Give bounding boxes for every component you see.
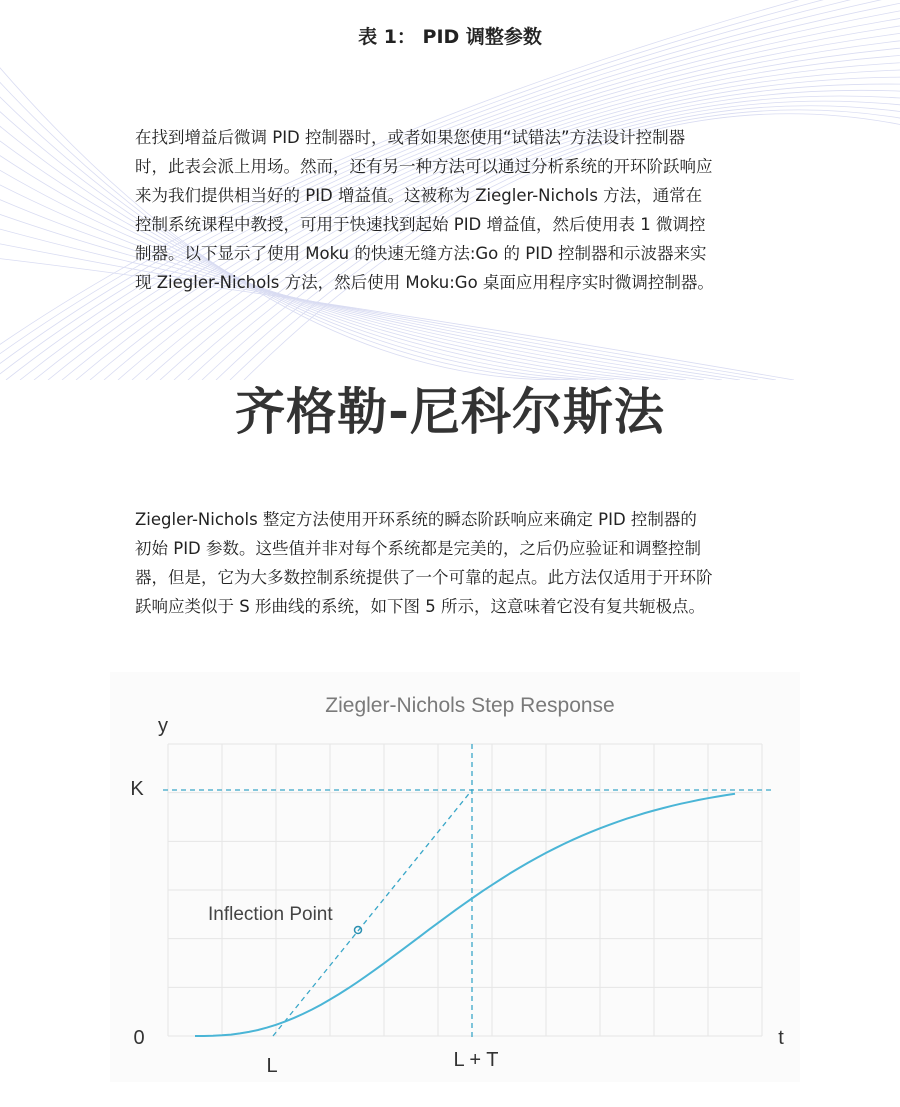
y-tick-label-k: K [130, 778, 144, 800]
paragraph-line: 器，但是，它为大多数控制系统提供了一个可靠的起点。此方法仅适用于开环阶 [135, 568, 713, 587]
paragraph-line: 控制系统课程中教授，可用于快速找到起始 PID 增益值，然后使用表 1 微调控 [135, 215, 706, 234]
table-caption: 表 1： PID 调整参数 [358, 26, 542, 48]
y-axis-label: y [158, 715, 168, 737]
paragraph-line: 跃响应类似于 S 形曲线的系统，如下图 5 所示，这意味着它没有复共轭极点。 [135, 597, 705, 616]
paragraph-line: 现 Ziegler-Nichols 方法，然后使用 Moku:Go 桌面应用程序实时微调控制器。 [135, 273, 714, 292]
method-paragraph [135, 505, 775, 621]
section-title: 齐格勒-尼科尔斯法 [235, 383, 665, 441]
chart-background [110, 672, 800, 1082]
paragraph-line: 时，此表会派上用场。然而，还有另一种方法可以通过分析系统的开环阶跃响应 [135, 157, 713, 176]
paragraph-line: 来为我们提供相当好的 PID 增益值。这被称为 Ziegler-Nichols 方法，通常在 [135, 186, 703, 205]
paragraph-line: Ziegler-Nichols 整定方法使用开环系统的瞬态阶跃响应来确定 PID 控制器的 [135, 510, 697, 529]
paragraph-line: 制器。以下显示了使用 Moku 的快速无缝方法:Go 的 PID 控制器和示波器来实 [135, 244, 707, 263]
inflection-point-label: Inflection Point [208, 904, 333, 925]
paragraph-line: 在找到增益后微调 PID 控制器时，或者如果您使用“试错法”方法设计控制器 [135, 128, 686, 147]
chart-title: Ziegler-Nichols Step Response [325, 694, 615, 717]
step-response-chart [110, 672, 800, 1082]
step-response-figure [110, 672, 800, 1082]
intro-paragraph [135, 123, 775, 297]
y-tick-label-zero: 0 [133, 1027, 145, 1049]
x-tick-label-l-plus-t: L + T [453, 1049, 499, 1071]
x-axis-label: t [778, 1027, 784, 1049]
paragraph-line: 初始 PID 参数。这些值并非对每个系统都是完美的，之后仍应验证和调整控制 [135, 539, 702, 558]
x-tick-label-l: L [266, 1055, 278, 1077]
